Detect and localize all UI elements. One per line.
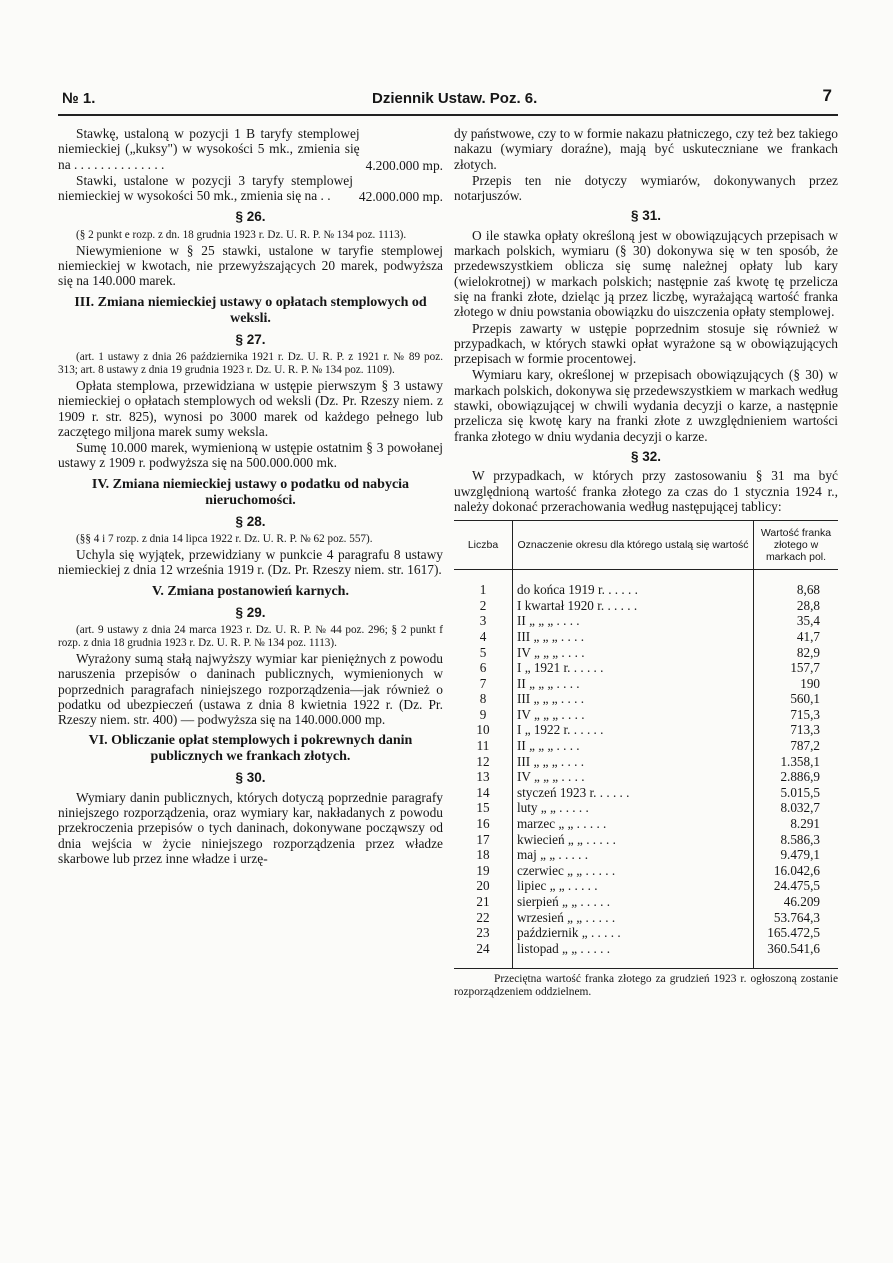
table-row	[454, 738, 838, 754]
right-column	[454, 126, 838, 1000]
table-row	[454, 769, 838, 785]
section-text: Niewymienione w § 25 stawki, ustalone w taryfie stemplowej niemieckiej w kwotach, nie przewyższających 20 marek, podwyższa się na 140.000 marek.	[58, 242, 443, 289]
column-header-period: Oznaczenie okresu dla którego ustalą się wartość	[513, 521, 754, 570]
row-period: październik „ . . . . .	[513, 925, 754, 941]
row-period: II „ „ „ . . . .	[513, 676, 754, 692]
section-title: § 29.	[235, 604, 266, 620]
row-period: IV „ „ „ . . . .	[513, 769, 754, 785]
row-number: 8	[479, 691, 487, 707]
section-text: Wymiaru kary, określonej w przepisach obowiązujących (§ 30) w markach polskich, dokonywa się przedewszystkiem w markach według stawki, obowiązującej w chwili wydania decyzji o karze, a następnie przelicza się kwotę kary na franki złote z uwzględnieniem wartości franka złotego w dniu wydania decyzji o karze.	[454, 367, 838, 444]
row-period: do końca 1919 r. . . . . .	[513, 570, 754, 598]
section-text: Sumę 10.000 marek, wymienioną w ustępie ostatnim § 3 powołanej ustawy z 1909 r. podwyższa się na 500.000.000 mk.	[58, 440, 443, 471]
row-value: 24.475,5	[754, 878, 839, 894]
row-value: 8.032,7	[754, 800, 839, 816]
rate-text: Stawkę, ustaloną w pozycji 1 B taryfy stemplowej niemieckiej („kuksy") w wysokości 5 mk., zmienia się na . . . . . . . . . . . . . .	[58, 126, 360, 172]
table-row	[454, 878, 838, 894]
table-row	[454, 754, 838, 770]
section-text: W przypadkach, w których przy zastosowaniu § 31 ma być uwzględnioną wartość franka złotego za czas do 1 stycznia 1924 r., należy dokonać przerachowania według następującej tablicy:	[454, 468, 838, 514]
page-number: 7	[822, 86, 832, 105]
table-row	[454, 722, 838, 738]
row-number: 1	[479, 582, 487, 598]
row-number: 22	[476, 909, 490, 925]
row-value: 82,9	[754, 645, 839, 661]
header-rule	[58, 114, 838, 116]
row-number: 19	[476, 862, 490, 878]
row-period: I kwartał 1920 r. . . . . .	[513, 598, 754, 614]
row-period: I „ 1922 r. . . . . .	[513, 722, 754, 738]
section-title: § 30.	[235, 770, 266, 786]
section-text: Przepis zawarty w ustępie poprzednim stosuje się również w przypadkach, w których stawki opłat wyrażone są w obowiązujących przepisach w formie procentowej.	[454, 320, 838, 367]
journal-title: Dziennik Ustaw. Poz. 6.	[372, 90, 538, 107]
table-row	[454, 785, 838, 801]
row-period: II „ „ „ . . . .	[513, 613, 754, 629]
rate-amount: 4.200.000 mp.	[365, 157, 443, 173]
chapter-heading: V. Zmiana postanowień karnych.	[152, 583, 349, 599]
page-header	[62, 86, 832, 112]
row-period: IV „ „ „ . . . .	[513, 707, 754, 723]
row-value: 715,3	[754, 707, 839, 723]
row-period: III „ „ „ . . . .	[513, 754, 754, 770]
row-number: 3	[479, 613, 487, 629]
rate-text: Stawki, ustalone w pozycji 3 taryfy stemplowej niemieckiej w wysokości 50 mk., zmienia się na . .	[58, 172, 353, 204]
row-value: 713,3	[754, 722, 839, 738]
table-row	[454, 660, 838, 676]
section-title: § 31.	[630, 208, 662, 224]
row-period: II „ „ „ . . . .	[513, 738, 754, 754]
table-row	[454, 832, 838, 848]
table-row	[454, 910, 838, 926]
table-footnote: Przeciętna wartość franka złotego za grudzień 1923 r. ogłoszoną zostanie rozporządzeniem oddzielnem.	[454, 973, 838, 999]
row-period: I „ 1921 r. . . . . .	[513, 660, 754, 676]
section-text: O ile stawka opłaty określoną jest w obowiązujących przepisach w markach polskich, wymiaru (§ 30) dokonywa się w ten sposób, że przedewszystkiem oblicza się sumę należnej opłaty lub kary (wielokrotnej) w markach polskich; następnie zaś kwotę tę przelicza się na franki złote, dzieląc ją przez liczbę, wyrażającą wartość franka złotego w dniu powstania obowiązku do uiszczenia opłaty stemplowej.	[454, 227, 838, 320]
column-header-value: Wartość franka złotego w markach pol.	[754, 521, 839, 570]
row-value: 190	[754, 676, 839, 692]
table-row	[454, 707, 838, 723]
row-value: 1.358,1	[754, 754, 839, 770]
rate-entry	[58, 173, 443, 205]
table-row	[454, 863, 838, 879]
row-period: styczeń 1923 r. . . . . .	[513, 785, 754, 801]
row-period: lipiec „ „ . . . . .	[513, 878, 754, 894]
row-number: 7	[479, 675, 487, 691]
row-number: 15	[476, 800, 490, 816]
row-value: 41,7	[754, 629, 839, 645]
chapter-heading: III. Zmiana niemieckiej ustawy o opłatach stemplowych od weksli.	[74, 294, 427, 326]
row-value: 360.541,6	[754, 941, 839, 969]
table-row	[454, 847, 838, 863]
table-row	[454, 676, 838, 692]
rate-amount: 42.000.000 mp.	[358, 189, 443, 205]
chapter-heading: IV. Zmiana niemieckiej ustawy o podatku od nabycia nieruchomości.	[91, 476, 410, 508]
section-reference: (§ 2 punkt e rozp. z dn. 18 grudnia 1923 r. Dz. U. R. P. № 134 poz. 1113).	[76, 228, 407, 241]
row-period: marzec „ „ . . . . .	[513, 816, 754, 832]
chapter-heading: VI. Obliczanie opłat stemplowych i pokrewnych danin publicznych we frankach złotych.	[88, 733, 413, 765]
row-number: 5	[479, 644, 487, 660]
row-number: 24	[454, 941, 513, 969]
row-number: 6	[479, 660, 487, 676]
row-number: 11	[476, 738, 490, 754]
section-reference: (§§ 4 i 7 rozp. z dnia 14 lipca 1922 r. Dz. U. R. P. № 62 poz. 557).	[76, 533, 373, 546]
row-period: IV „ „ „ . . . .	[513, 645, 754, 661]
row-value: 8,68	[754, 570, 839, 598]
row-value: 8.586,3	[754, 832, 839, 848]
left-column	[58, 126, 443, 867]
row-period: luty „ „ . . . . .	[513, 800, 754, 816]
table-row	[454, 925, 838, 941]
row-value: 35,4	[754, 613, 839, 629]
row-value: 8.291	[754, 816, 839, 832]
table-row	[454, 613, 838, 629]
row-number: 10	[476, 722, 490, 738]
section-title: § 28.	[235, 513, 266, 529]
table-row	[454, 629, 838, 645]
row-number: 17	[476, 831, 490, 847]
row-number: 16	[476, 816, 490, 832]
row-number: 20	[476, 878, 490, 894]
table-row	[454, 800, 838, 816]
section-text: Wyrażony sumą stałą najwyższy wymiar kar pieniężnych z powodu naruszenia przepisów o daninach publicznych, wymienionych w poprzednich paragrafach niniejszego rozporządzenia—jak również o podatku od ubezpieczeń (ustawa z dnia 8 kwietnia 1922 r. (Dz. Pr. Rzeszy niem. str. 400) — podwyższa się na 140.000.000 mp.	[58, 650, 443, 728]
table-row	[454, 598, 838, 614]
row-period: listopad „ „ . . . . .	[513, 941, 754, 969]
table-row	[454, 894, 838, 910]
column-header-number: Liczba	[454, 521, 513, 570]
section-text: Przepis ten nie dotyczy wymiarów, dokonywanych przez notarjuszów.	[454, 172, 838, 204]
row-value: 53.764,3	[754, 910, 839, 926]
issue-number: № 1.	[62, 90, 96, 107]
section-text: Uchyla się wyjątek, przewidziany w punkcie 4 paragrafu 8 ustawy niemieckiej z dnia 12 września 1919 r. (Dz. Pr. Rzeszy niem. str. 1617).	[58, 547, 443, 578]
row-period: III „ „ „ . . . .	[513, 629, 754, 645]
row-period: sierpień „ „ . . . . .	[513, 894, 754, 910]
row-value: 28,8	[754, 598, 839, 614]
table-row	[454, 941, 838, 969]
row-period: czerwiec „ „ . . . . .	[513, 863, 754, 879]
row-number: 21	[476, 894, 490, 909]
row-number: 23	[476, 925, 490, 941]
franc-value-table	[454, 520, 838, 969]
row-number: 13	[476, 769, 490, 785]
row-period: III „ „ „ . . . .	[513, 691, 754, 707]
section-reference: (art. 9 ustawy z dnia 24 marca 1923 r. Dz. U. R. P. № 44 poz. 296; § 2 punkt f rozp. z dnia 18 grudnia 1923 r. Dz. U. R. P. № 134 poz. 1113).	[58, 623, 443, 649]
section-text: Opłata stemplowa, przewidziana w ustępie pierwszym § 3 ustawy niemieckiej o opłatach stemplowych od weksli (Dz. Pr. Rzeszy niem. z 1909 r. str. 825), wynosi po 3000 marek od każdego pełnego lub zaczętego miljona marek sumy weksla.	[58, 377, 443, 439]
section-reference: (art. 1 ustawy z dnia 26 października 1921 r. Dz. U. R. P. z 1921 r. № 89 poz. 313; art. 8 ustawy z dnia 19 grudnia 1923 r. Dz. U. R. P. № 134 poz. 1109).	[58, 350, 443, 376]
table-row	[454, 816, 838, 832]
row-number: 12	[476, 753, 490, 769]
row-value: 2.886,9	[754, 769, 839, 785]
row-number: 18	[476, 847, 490, 863]
row-number: 4	[479, 628, 487, 644]
row-value: 46.209	[754, 894, 839, 910]
row-period: maj „ „ . . . . .	[513, 847, 754, 863]
row-number: 14	[476, 784, 490, 800]
section-text: dy państwowe, czy to w formie nakazu płatniczego, czy też bez takiego nakazu (wymiary doraźne), mają być uskuteczniane we frankach złotych.	[454, 126, 838, 172]
section-title: § 26.	[235, 209, 266, 225]
row-number: 9	[479, 706, 487, 722]
rate-entry	[58, 126, 443, 173]
table-row	[454, 645, 838, 661]
row-value: 157,7	[754, 660, 839, 676]
row-value: 5.015,5	[754, 785, 839, 801]
row-number: 2	[479, 597, 487, 613]
table-row	[454, 570, 838, 598]
row-value: 165.472,5	[754, 925, 839, 941]
row-value: 560,1	[754, 691, 839, 707]
row-value: 16.042,6	[754, 863, 839, 879]
table-body	[454, 570, 838, 969]
section-title: § 32.	[630, 448, 662, 464]
section-text: Wymiary danin publicznych, których dotyczą poprzednie paragrafy niniejszego rozporządzenia, oraz wymiary kar, nakładanych z powodu przekroczenia przepisów o tych daninach, dokonywane począwszy od dnia wejścia w życie niniejszego rozporządzenia przez władze skarbowe lub przez inne władze i urzę-	[58, 789, 443, 866]
row-value: 9.479,1	[754, 847, 839, 863]
table-header-row	[454, 521, 838, 570]
section-title: § 27.	[235, 331, 266, 347]
row-period: kwiecień „ „ . . . . .	[513, 832, 754, 848]
table-row	[454, 691, 838, 707]
row-value: 787,2	[754, 738, 839, 754]
row-period: wrzesień „ „ . . . . .	[513, 910, 754, 926]
